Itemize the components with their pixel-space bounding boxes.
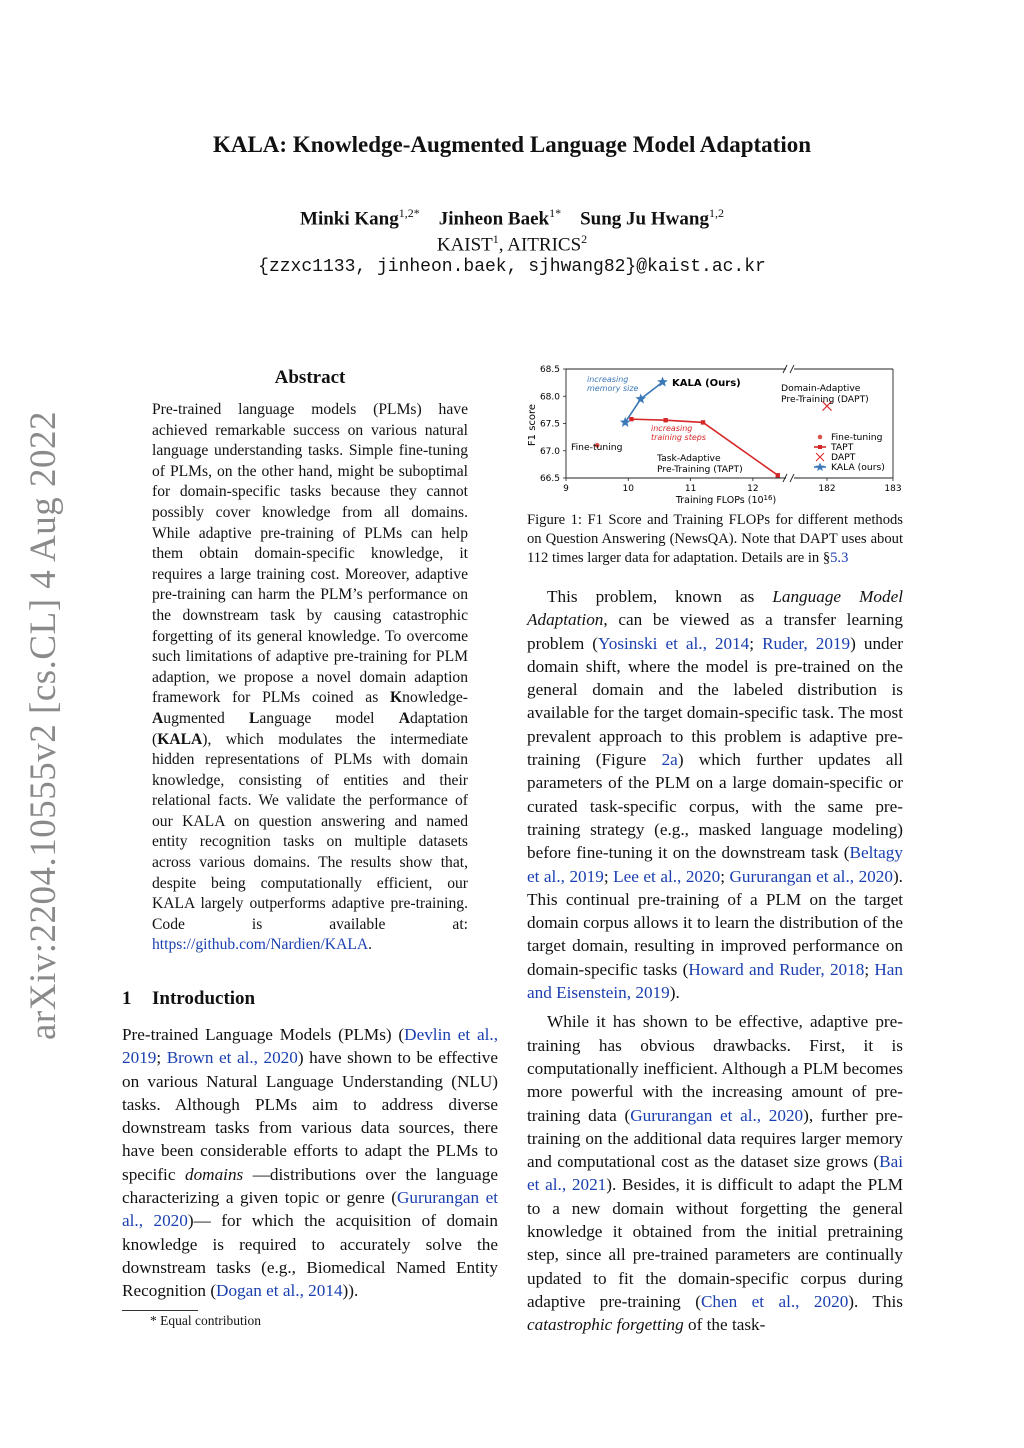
flops-vs-f1-chart	[526, 361, 906, 511]
kala-ours-point	[620, 417, 631, 427]
author-affil-mark: 1,2	[708, 206, 724, 220]
footnote-rule	[122, 1310, 198, 1311]
figure-1	[526, 361, 906, 511]
x-tick-label: 10	[622, 484, 635, 494]
y-tick-label: 67.0	[539, 446, 560, 457]
legend-marker-tapt	[818, 445, 822, 449]
x-axis-label: Training FLOPs $(10^{16})$	[675, 494, 777, 506]
citation-link[interactable]: Gururangan et al., 2020	[729, 866, 893, 886]
citation-link[interactable]: Devlin et al., 2019	[122, 1025, 498, 1068]
citation-link[interactable]: Howard and Ruder, 2018	[688, 959, 865, 979]
figure-ref-link[interactable]: 2a	[661, 750, 678, 770]
section-ref-link[interactable]: 5.3	[830, 550, 849, 566]
x-tick-label: 12	[747, 484, 759, 494]
abstract-heading: Abstract	[274, 367, 346, 388]
y-tick-label: 66.5	[539, 474, 560, 485]
section-heading-introduction: 1 Introduction	[122, 988, 256, 1009]
figure-caption: Figure 1: F1 Score and Training FLOPs for different methods on Question Answering (NewsQA). Note that DAPT uses about 112 times larger data for adaptation. Details are in §5.3	[527, 512, 903, 566]
kala-annotation: KALA (Ours)	[672, 378, 741, 389]
paragraph: While it has shown to be effective, adaptive pre-training has obvious drawbacks. First, it is computationally inefficient. Although a PLM becomes more powerful with the increasing amount of pre-training data (Gururangan et al., 2020), further pre-training on the additional data requires larger memory and computational cost as the dataset size grows (Bai et al., 2021). Besides, it is difficult to adapt the PLM to a new domain without forgetting the general knowledge it obtained from the initial pretraining step, since all pre-trained parameters are continually updated to fit the domain-specific corpus during adaptive pre-training (Chen et al., 2020). This catastrophic forgetting of the task-	[527, 1012, 903, 1335]
citation-link[interactable]: Yosinski et al., 2014	[598, 633, 750, 653]
citation-link[interactable]: Beltagy et al., 2019	[527, 843, 903, 886]
author-affil-mark: 1*	[549, 206, 562, 220]
memory-annotation: memory size	[587, 384, 639, 393]
x-tick-label: 182	[818, 484, 836, 494]
x-tick-label: 183	[884, 484, 902, 494]
arxiv-identifier: arXiv:2204.10555v2 [cs.CL] 4 Aug 2022	[23, 411, 64, 1040]
steps-annotation: training steps	[651, 433, 707, 442]
citation-link[interactable]: Han and Eisenstein, 2019	[527, 959, 904, 1003]
y-tick-label: 68.0	[539, 392, 560, 403]
author-list	[0, 206, 1024, 230]
steps-annotation: increasing	[651, 424, 693, 433]
y-tick-label: 68.5	[539, 365, 560, 376]
citation-link[interactable]: Bai et al., 2021	[527, 1152, 903, 1195]
legend-marker-finetuning	[818, 435, 823, 440]
legend-label: DAPT	[831, 452, 856, 463]
axis-break-mark	[790, 365, 794, 373]
dapt-annotation: Domain-Adaptive	[781, 383, 861, 394]
paper-title: KALA: Knowledge-Augmented Language Model Adaptation	[212, 132, 812, 157]
tapt-annotation: Pre-Training (TAPT)	[657, 464, 743, 475]
y-tick-label: 67.5	[539, 419, 560, 430]
dapt-annotation: Pre-Training (DAPT)	[781, 394, 869, 405]
x-tick-label: 11	[684, 484, 697, 494]
citation-link[interactable]: Chen et al., 2020	[700, 1291, 849, 1311]
introduction-paragraph: Pre-trained Language Models (PLMs) (Devlin et al., 2019; Brown et al., 2020) have shown to be effective on various Natural Language Understanding (NLU) tasks. Although PLMs aim to address diverse downstream tasks from various data sources, there have been considerable efforts to adapt the PLMs to specific domains —distributions over the language characterizing a given topic or genre (Gururangan et al., 2020)— for which the acquisition of domain knowledge is required to accurately solve the downstream tasks (e.g., Biomedical Named Entity Recognition (Dogan et al., 2014)).	[122, 1025, 498, 1301]
legend-label: Fine-tuning	[831, 432, 883, 443]
author-name: Sung Ju Hwang	[580, 208, 709, 230]
tapt-point	[701, 420, 705, 424]
author-emails: {zzxc1133, jinheon.baek, sjhwang82}@kaist.ac.kr	[258, 257, 766, 277]
tapt-annotation: Task-Adaptive	[657, 453, 721, 464]
citation-link[interactable]: Brown et al., 2020	[166, 1048, 298, 1068]
kala-ours-point	[635, 393, 646, 403]
citation-link[interactable]: Lee et al., 2020	[613, 866, 721, 886]
tapt-point	[663, 418, 667, 422]
abstract-body: Pre-trained language models (PLMs) have achieved remarkable success on various natural language understanding tasks. Simple fine-tuning of PLMs, on the other hand, might be suboptimal for domain-specific tasks because they cannot possibly cover knowledge from all domains. While adaptive pre-training of PLMs can help them obtain domain-specific knowledge, it requires a large training cost. Moreover, adaptive pre-training can harm the PLM’s performance on the downstream task by causing catastrophic forgetting of its general knowledge. To overcome such limitations of adaptive pre-training for PLM adaption, we propose a novel domain adaption framework for PLMs coined as Knowledge-Augmented Language model Adaptation (KALA), which modulates the intermediate hidden representations of PLMs with domain knowledge, consisting of entities and their relational facts. We validate the performance of our KALA on question answering and named entity recognition tasks on multiple datasets across various domains. The results show that, despite being computationally efficient, our KALA largely outperforms adaptive pre-training. Code is available at: https://github.com/Nardien/KALA.	[152, 401, 469, 954]
legend-marker-kala	[815, 463, 824, 472]
code-link[interactable]: https://github.com/Nardien/KALA	[152, 936, 369, 954]
x-tick-label: 9	[563, 484, 569, 494]
y-axis-label: F1 score	[527, 403, 538, 447]
finetuning-annotation: Fine-tuning	[571, 442, 623, 453]
citation-link[interactable]: Dogan et al., 2014	[216, 1281, 343, 1301]
citation-link[interactable]: Ruder, 2019	[762, 633, 851, 653]
footnote: * Equal contribution	[150, 1313, 261, 1328]
paragraph: This problem, known as Language Model Adaptation, can be viewed as a transfer learning problem (Yosinski et al., 2014; Ruder, 2019) under domain shift, where the model is pre-trained on the general domain and the labeled distribution is available for the target domain-specific task. The most prevalent approach to this problem is adaptive pre-training (Figure 2a) which further updates all parameters of the PLM on a large domain-specific or curated task-specific corpus, with the same pre-training strategy (e.g., masked language modeling) before fine-tuning it on the downstream task (Beltagy et al., 2019; Lee et al., 2020; Gururangan et al., 2020). This continual pre-training of a PLM on the target domain corpus allows it to learn the distribution of the target domain, resulting in improved performance on domain-specific tasks (Howard and Ruder, 2018; Han and Eisenstein, 2019).	[527, 587, 904, 1003]
author-affil-mark: 1,2*	[398, 206, 420, 220]
right-column-body	[527, 585, 903, 1337]
legend-marker-dapt	[816, 453, 824, 461]
legend-label: KALA (ours)	[831, 462, 885, 473]
memory-annotation: increasing	[587, 375, 629, 384]
affiliations: KAIST$^1$, AITRICS$^2$	[436, 232, 588, 256]
chart-legend	[814, 432, 885, 473]
author-name: Jinheon Baek	[438, 208, 550, 230]
tapt-point	[776, 473, 780, 477]
legend-label: TAPT	[831, 442, 854, 453]
axis-break-mark	[790, 474, 794, 482]
citation-link[interactable]: Gururangan et al., 2020	[630, 1105, 804, 1125]
author-name: Minki Kang	[300, 208, 399, 230]
citation-link[interactable]: Gururangan et al., 2020	[122, 1188, 498, 1231]
